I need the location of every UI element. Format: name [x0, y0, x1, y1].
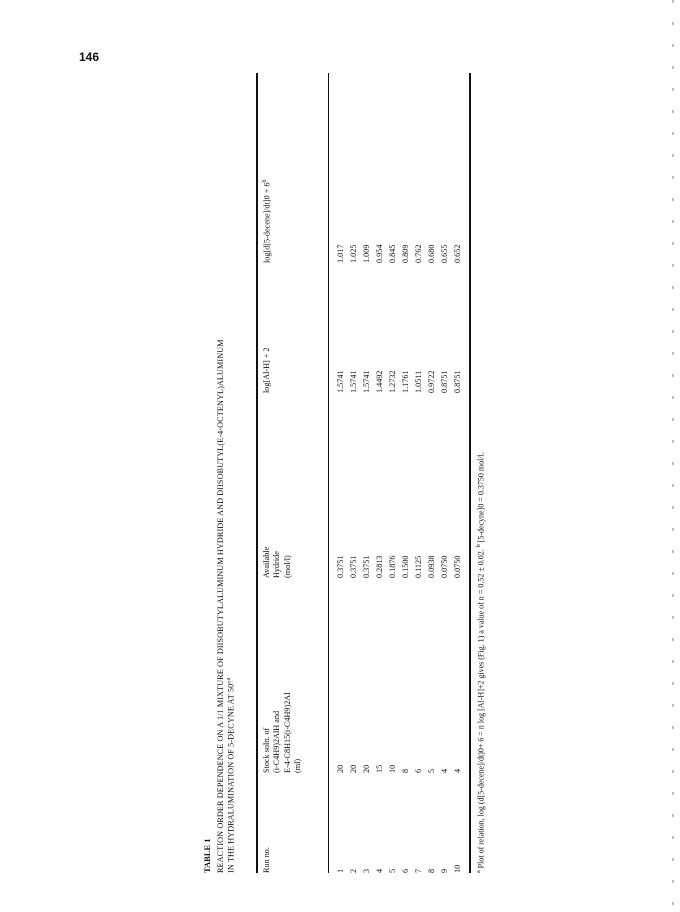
- cell-run: 10: [453, 864, 462, 873]
- header-log-al-h: log[Al-H] + 2: [262, 347, 271, 393]
- header-hydride-line-1: Available: [262, 546, 271, 578]
- footnote-a-mark: a: [476, 870, 482, 873]
- cell-logal: 0.8751: [440, 370, 449, 393]
- table-bottom-rule: [469, 73, 471, 873]
- table-row: [362, 73, 375, 873]
- table-row: [388, 73, 401, 873]
- table-row: [440, 73, 453, 873]
- cell-logd: 1.017: [336, 244, 345, 263]
- table-label: TABLE 1: [202, 838, 212, 873]
- table-row: [401, 73, 414, 873]
- table-row: [427, 73, 440, 873]
- cell-stock: 4: [440, 768, 449, 773]
- header-stock-line-4: (ml): [292, 758, 302, 773]
- cell-hydride: 0.1500: [401, 555, 410, 578]
- cell-hydride: 0.2813: [375, 555, 384, 578]
- cell-logd: 0.652: [453, 244, 462, 263]
- cell-logal: 1.4492: [375, 370, 384, 393]
- cell-run: 8: [427, 868, 436, 873]
- cell-logd: 1.009: [362, 244, 371, 263]
- table-row: [414, 73, 427, 873]
- table-row: [453, 73, 466, 873]
- table-header-rule: [328, 73, 329, 873]
- title-footnote-mark: a: [226, 677, 233, 681]
- cell-logd: 0.845: [388, 244, 397, 263]
- cell-hydride: 0.0938: [427, 555, 436, 578]
- cell-logal: 1.0511: [414, 370, 423, 393]
- cell-logal: 1.5741: [362, 370, 371, 393]
- table-row: [349, 73, 362, 873]
- cell-stock: 6: [414, 768, 423, 773]
- cell-hydride: 0.0750: [440, 555, 449, 578]
- table-body: [336, 73, 466, 873]
- cell-logal: 1.2732: [388, 370, 397, 393]
- cell-logd: 1.025: [349, 244, 358, 263]
- header-stock-line-3: E-4-C8H15(i-C4H9)2Al: [282, 692, 292, 773]
- cell-stock: 5: [427, 768, 436, 773]
- footnote-b-text: [5-decyne]0 = 0.3750 mol/l.: [476, 452, 486, 543]
- cell-logal: 1.5741: [336, 370, 345, 393]
- cell-logal: 0.8751: [453, 370, 462, 393]
- table-row: [336, 73, 349, 873]
- cell-stock: 20: [362, 764, 371, 773]
- cell-logd: 0.954: [375, 244, 384, 263]
- cell-run: 7: [414, 868, 423, 873]
- table-title-line-2: IN THE HYDRALUMINATION OF 5-DECYNE AT 50°$^a$: [226, 677, 236, 873]
- footnote-a-text: Plot of relation, log (d[5-decene]/dt)0+ 6 = n log [Al-H]+2 gives (Fig. 1) a value of n = 0.52 ± 0.02.: [476, 549, 486, 869]
- header-hydride-line-2: Hydride: [272, 551, 282, 578]
- page-number: 146: [79, 50, 100, 64]
- cell-stock: 10: [388, 764, 397, 773]
- table-top-rule: [256, 73, 258, 873]
- table-title: [216, 73, 237, 873]
- cell-run: 2: [349, 868, 358, 873]
- table-footnote: [476, 73, 487, 873]
- header-stock-line-2: (i-C4H9)2AlH and: [272, 710, 282, 773]
- header-hydride-line-3: (mol/l): [282, 555, 292, 578]
- scan-edge-marks: [672, 0, 674, 912]
- cell-hydride: 0.1125: [414, 555, 423, 578]
- table-row: [375, 73, 388, 873]
- cell-run: 5: [388, 868, 397, 873]
- cell-run: 1: [336, 868, 345, 873]
- cell-logd: 0.655: [440, 244, 449, 263]
- cell-run: 4: [375, 868, 384, 873]
- cell-run: 9: [440, 868, 449, 873]
- header-run-no: Run no.: [262, 847, 271, 873]
- cell-hydride: 0.1876: [388, 555, 397, 578]
- cell-stock: 8: [401, 768, 410, 773]
- footnote-b-mark: b: [476, 544, 482, 548]
- table-title-line-1: REACTION ORDER DEPENDENCE ON A 1/1 MIXTURE OF DIISOBUTYLALUMINUM HYDRIDE AND DIISOBUTYL(E-4-OCTENYL)ALUMINUM: [216, 339, 225, 873]
- cell-stock: 20: [336, 764, 345, 773]
- rotated-table-page: [200, 73, 520, 873]
- cell-run: 6: [401, 868, 410, 873]
- header-stock-soln: [262, 693, 303, 774]
- header-stock-line-1: Stock soln. of: [262, 727, 271, 773]
- cell-logal: 0.9722: [427, 370, 436, 393]
- cell-hydride: 0.3751: [349, 555, 358, 578]
- cell-hydride: 0.3751: [362, 555, 371, 578]
- cell-stock: 20: [349, 764, 358, 773]
- cell-hydride: 0.0750: [453, 555, 462, 578]
- cell-stock: 4: [453, 768, 462, 773]
- cell-hydride: 0.3751: [336, 555, 345, 578]
- cell-logd: 0.680: [427, 244, 436, 263]
- cell-logal: 1.1761: [401, 370, 410, 393]
- cell-logal: 1.5741: [349, 370, 358, 393]
- cell-run: 3: [362, 868, 371, 873]
- header-available-hydride: [262, 547, 293, 578]
- header-log-rate: log[d[5-decene]/dt]0 + $6^b$: [262, 179, 272, 263]
- cell-logd: 0.762: [414, 244, 423, 263]
- header-footnote-mark: b: [262, 179, 268, 183]
- cell-stock: 15: [375, 764, 384, 773]
- cell-logd: 0.809: [401, 244, 410, 263]
